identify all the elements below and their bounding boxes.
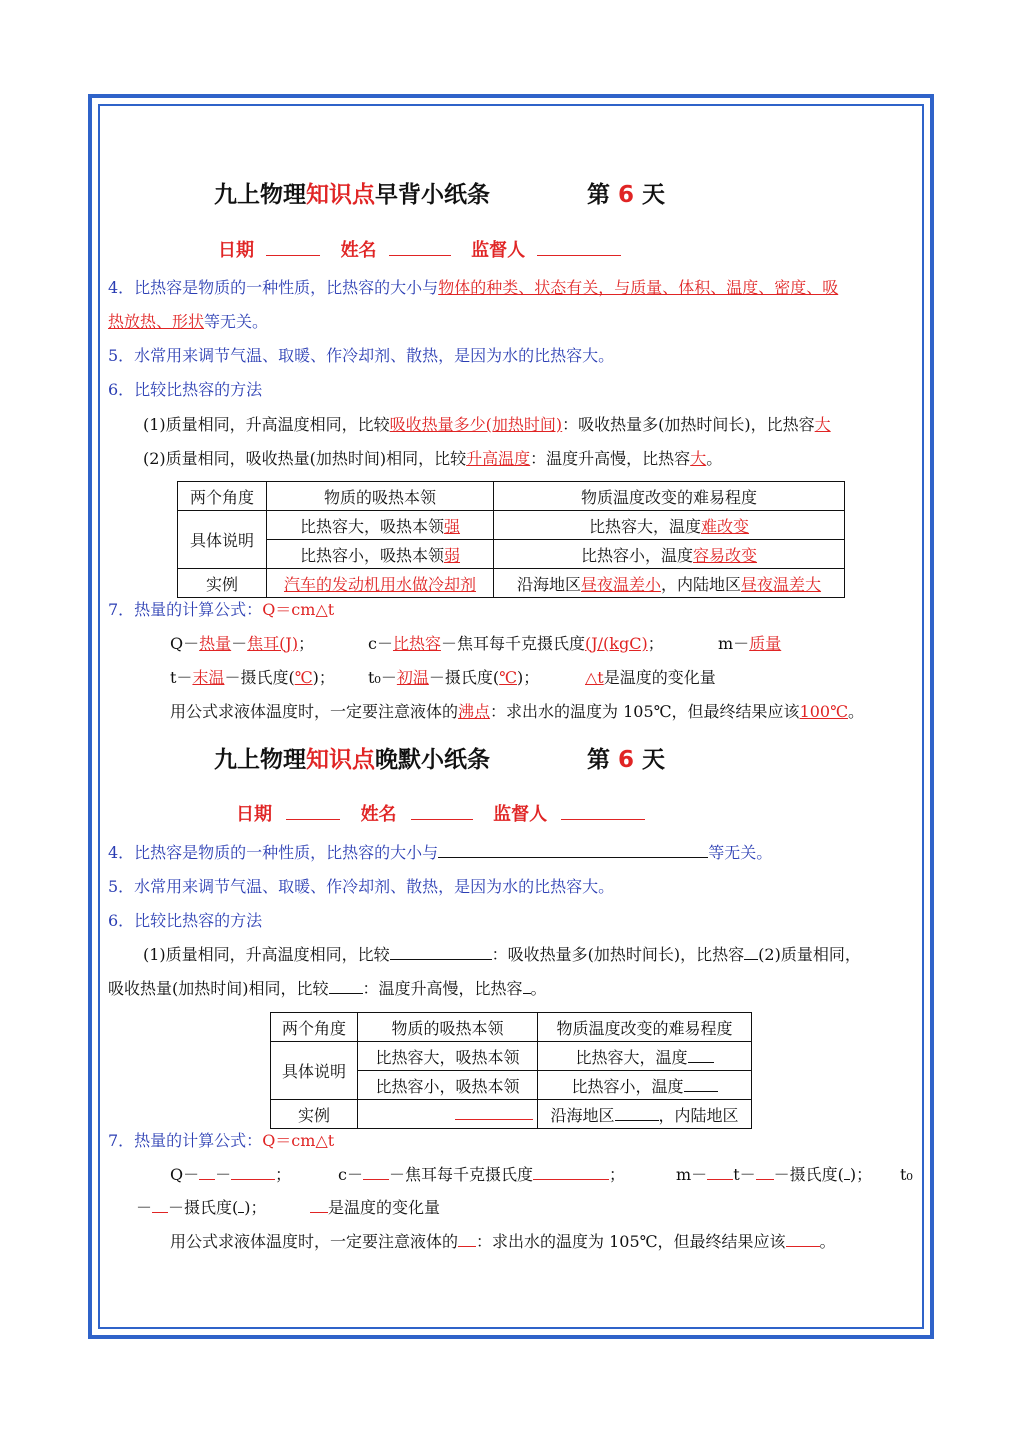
cell-text: ，内陆地区 [661,574,742,594]
t: －焦耳每千克摄氏度 [440,634,585,653]
answer: (J/(kgC) [585,634,648,653]
evening-table-cell [538,1042,752,1071]
t: ：温度升高慢，比热容 [362,979,523,998]
t: ； [647,634,664,653]
morning-name-blank[interactable] [389,240,451,256]
cell-answer: 汽车的发动机用水做冷却剂 [283,574,476,594]
t: Q－ [170,1165,200,1184]
t: )； [849,1165,873,1184]
morning-boiling-note [170,701,864,723]
blank[interactable] [231,1164,275,1180]
morning-formula-dt [585,667,716,689]
cell-text: 比热容大，吸热本领 [299,516,444,536]
cell-answer: 难改变 [701,516,750,536]
evening-formula-q [170,1164,291,1186]
morning-formula-c [368,633,664,655]
morning-point7 [108,599,334,621]
evening-table-example-label: 实例 [271,1100,358,1129]
morning-table-cell [267,540,494,569]
morning-p4-text: 4．比热容是物质的一种性质，比热容的大小与 [108,278,439,297]
evening-point7 [108,1130,334,1152]
t: －摄氏度( [224,668,295,687]
evening-day [587,741,665,774]
t: － [136,1198,153,1217]
cell-answer: 弱 [444,545,461,565]
cell-text: 比热容大，温度 [588,516,701,536]
evening-method2-blank[interactable] [329,978,363,994]
t: 吸收热量(加热时间)相同，比较 [108,979,329,998]
t: (2)质量相同， [758,945,861,964]
answer: △t [585,668,604,687]
morning-table-cell [494,569,845,598]
evening-point4 [108,842,772,864]
morning-p7-label: 7．热量的计算公式： [108,600,263,619]
evening-title-highlight: 知识点 [306,747,375,773]
t: 用公式求液体温度时，一定要注意液体的 [170,702,459,721]
evening-point5: 5．水常用来调节气温、取暖、作冷却剂、散热，是因为水的比热容大。 [108,877,615,896]
morning-table-header-3: 物质温度改变的难易程度 [494,482,845,511]
t: ； [608,1165,625,1184]
morning-title-part1: 九上物理 [214,182,306,208]
answer: 比热容 [392,634,441,653]
evening-formula-c [338,1164,625,1186]
morning-day-number: 6 [618,182,635,208]
table-row [178,569,845,598]
blank[interactable] [458,1231,476,1247]
morning-day-suffix: 天 [634,182,666,208]
cell-text: 比热容小，吸热本领 [299,545,444,565]
morning-formula-q [170,633,314,655]
morning-formula-t0 [368,667,539,689]
blank[interactable] [533,1164,609,1180]
evening-title-part2: 晚默小纸条 [375,747,490,773]
evening-table-header-3: 物质温度改变的难易程度 [538,1013,752,1042]
answer: 质量 [749,634,782,653]
cell-text: 沿海地区 [516,574,581,594]
t: c－ [368,634,393,653]
blank[interactable] [786,1231,820,1247]
t: －摄氏度( [773,1165,844,1184]
morning-point6: 6．比较比热容的方法 [108,380,263,399]
morning-day-prefix: 第 [587,182,619,208]
morning-table-cell [494,540,845,569]
table-row [178,540,845,569]
morning-title [214,176,490,209]
morning-formula-m [718,633,781,655]
cell-answer: 昼夜温差大 [741,574,822,594]
evening-day-prefix: 第 [587,747,619,773]
morning-day [587,176,665,209]
evening-table-cell [538,1071,752,1100]
t: －摄氏度( [428,668,500,687]
answer: 热量 [199,634,232,653]
morning-method2-end: 。 [706,449,723,468]
evening-formula-t0 [136,1197,267,1219]
t: m－ [676,1165,708,1184]
morning-p4-answer2: 热放热、形状 [108,312,205,331]
evening-date-label: 日期 [236,804,272,825]
t: ：求出水的温度为 105℃，但最终结果应该 [490,702,800,721]
cell-blank[interactable] [455,1104,533,1120]
morning-method2-answer2: 大 [690,449,707,468]
t: c－ [338,1165,363,1184]
evening-point6: 6．比较比热容的方法 [108,911,263,930]
blank[interactable] [707,1164,733,1180]
t: －焦耳每千克摄氏度 [388,1165,533,1184]
morning-table-header-1: 两个角度 [178,482,267,511]
morning-method1 [143,414,831,436]
cell-blank[interactable] [688,1047,714,1063]
t: m－ [718,634,750,653]
evening-table-cell [358,1100,538,1129]
table-row [271,1013,752,1042]
t: Q－ [170,634,200,653]
cell-answer: 容易改变 [693,545,758,565]
morning-method2 [143,448,722,470]
evening-method1 [143,944,861,966]
evening-formula-t0-label: t₀ [900,1165,913,1184]
cell-text: 比热容小，温度 [571,1076,684,1096]
morning-formula-t [170,667,335,689]
evening-table-header-1: 两个角度 [271,1013,358,1042]
morning-method2-answer: 升高温度 [466,449,531,468]
t: 。 [819,1232,836,1251]
evening-formula-dt [310,1197,440,1219]
blank[interactable] [756,1164,774,1180]
t: － [215,1165,232,1184]
evening-date-blank[interactable] [286,804,340,820]
evening-name-blank[interactable] [411,804,473,820]
t: ：吸收热量多(加热时间长)，比热容 [491,945,745,964]
morning-p4-tail: 等无关。 [204,312,269,331]
evening-p4-blank[interactable] [438,842,708,858]
morning-method1-a: (1)质量相同，升高温度相同，比较 [143,415,390,434]
morning-supervisor-label: 监督人 [471,240,526,261]
morning-method1-answer2: 大 [814,415,831,434]
t: －摄氏度( [168,1198,239,1217]
answer: 沸点 [458,702,491,721]
cell-text: 比热容小，温度 [580,545,693,565]
morning-method1-answer: 吸收热量多少(加热时间) [389,415,563,434]
evening-table [270,1012,752,1129]
answer: 焦耳(J) [247,634,299,653]
evening-boiling-note [170,1231,836,1253]
cell-text: ，内陆地区 [658,1105,739,1125]
evening-header-fields [236,800,645,826]
evening-p4-tail: 等无关。 [708,843,773,862]
table-row [178,511,845,540]
t: － [231,634,248,653]
t: )； [312,668,335,687]
t: ； [298,634,315,653]
morning-title-part2: 早背小纸条 [375,182,490,208]
answer: ℃ [499,668,518,687]
morning-table [177,481,845,598]
t: 。 [848,702,865,721]
evening-day-suffix: 天 [634,747,666,773]
evening-p4-text: 4．比热容是物质的一种性质，比热容的大小与 [108,843,439,862]
t: 。 [530,979,547,998]
morning-method1-c: ：吸收热量多(加热时间长)，比热容 [562,415,815,434]
evening-method2 [108,978,547,1000]
answer: ℃ [294,668,313,687]
table-row [271,1042,752,1071]
table-row [178,482,845,511]
t: t－ [170,668,193,687]
evening-method1-blank[interactable] [390,944,492,960]
t: ：求出水的温度为 105℃，但最终结果应该 [476,1232,786,1251]
blank[interactable] [152,1197,168,1213]
morning-p4-answer: 物体的种类、状态有关，与质量、体积、温度、密度、吸 [438,278,839,297]
morning-table-header-2: 物质的吸热本领 [267,482,494,511]
cell-answer: 昼夜温差小 [580,574,661,594]
cell-blank[interactable] [684,1076,718,1092]
morning-table-cell [267,569,494,598]
cell-blank[interactable] [615,1105,659,1121]
t: (1)质量相同，升高温度相同，比较 [143,945,390,964]
t: t₀－ [368,668,397,687]
evening-p7-label: 7．热量的计算公式： [108,1131,263,1150]
morning-method2-a: (2)质量相同，吸收热量(加热时间)相同，比较 [143,449,467,468]
answer: 初温 [396,668,429,687]
cell-text: 沿海地区 [550,1105,615,1125]
evening-name-label: 姓名 [360,804,397,825]
morning-date-blank[interactable] [266,240,320,256]
t: 是温度的变化量 [603,668,716,687]
t: )； [244,1198,267,1217]
blank[interactable] [310,1197,328,1213]
morning-supervisor-blank[interactable] [537,240,621,256]
evening-table-header-2: 物质的吸热本领 [358,1013,538,1042]
evening-method1-blank2[interactable] [744,944,758,960]
evening-method2-blank2[interactable] [523,978,531,994]
answer: 100℃ [799,702,848,721]
evening-formula-m-t [676,1164,872,1186]
morning-date-label: 日期 [218,240,254,261]
evening-table-cell: 比热容小，吸热本领 [358,1071,538,1100]
evening-supervisor-blank[interactable] [561,804,645,820]
morning-table-cell [267,511,494,540]
morning-header-fields [218,236,621,262]
evening-table-cell [538,1100,752,1129]
evening-supervisor-label: 监督人 [493,804,548,825]
answer: 末温 [192,668,225,687]
evening-table-row-label: 具体说明 [271,1042,358,1100]
morning-point4-line2 [108,311,268,333]
morning-name-label: 姓名 [340,240,377,261]
t: 用公式求液体温度时，一定要注意液体的 [170,1232,459,1251]
cell-answer: 强 [444,516,461,536]
evening-table-cell: 比热容大，吸热本领 [358,1042,538,1071]
blank[interactable] [199,1164,215,1180]
morning-title-highlight: 知识点 [306,182,375,208]
morning-table-example-label: 实例 [178,569,267,598]
morning-point4-line1 [108,277,838,299]
morning-formula: Q＝cm△t [262,600,335,619]
t: )； [517,668,540,687]
t: ； [275,1165,292,1184]
t: 是温度的变化量 [328,1198,441,1217]
evening-title-part1: 九上物理 [214,747,306,773]
evening-formula: Q＝cm△t [262,1131,335,1150]
table-row [271,1100,752,1129]
evening-title [214,741,490,774]
morning-table-cell [494,511,845,540]
morning-method2-c: ：温度升高慢，比热容 [530,449,691,468]
t: t－ [733,1165,756,1184]
blank[interactable] [363,1164,389,1180]
morning-table-row-label: 具体说明 [178,511,267,569]
cell-text: 比热容大，温度 [575,1047,688,1067]
morning-point5: 5．水常用来调节气温、取暖、作冷却剂、散热，是因为水的比热容大。 [108,346,615,365]
evening-day-number: 6 [618,747,635,773]
